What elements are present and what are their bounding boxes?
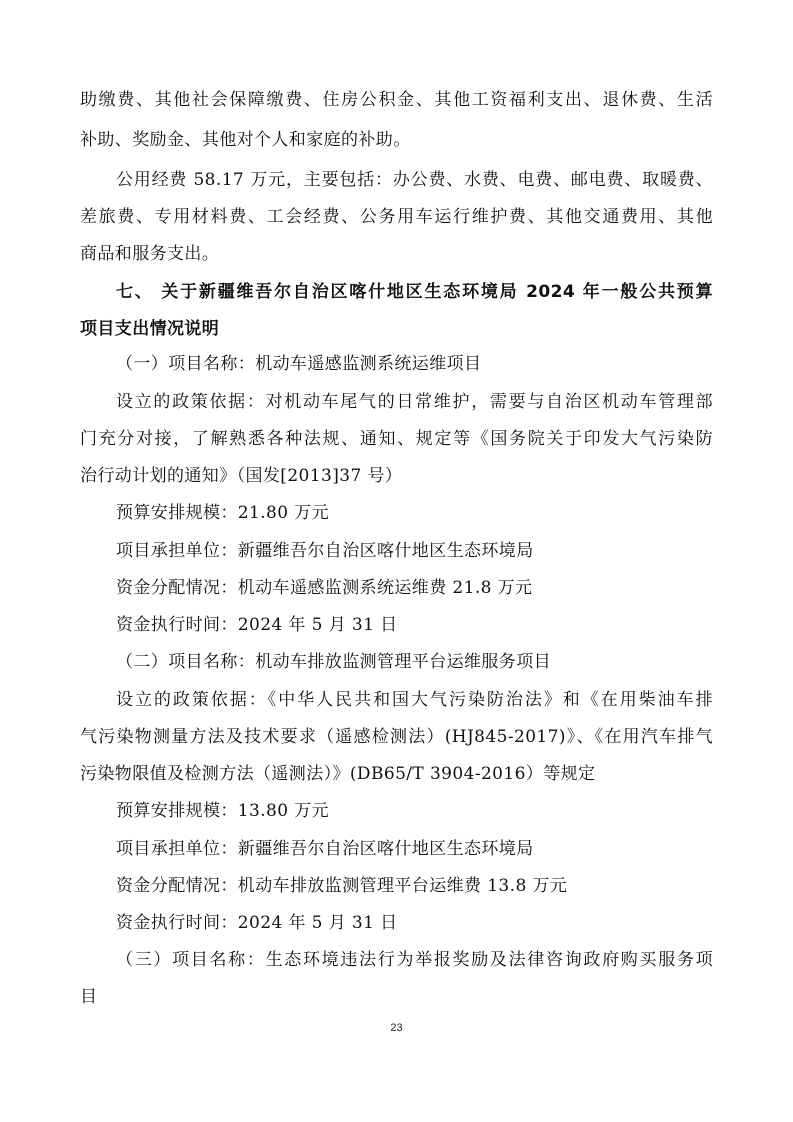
project-title: （三）项目名称：生态环境违法行为举报奖励及法律咨询政府购买服务项 xyxy=(116,950,713,970)
body-line: 资金执行时间：2024 年 5 月 31 日 xyxy=(116,615,398,635)
body-line: 气污染物测量方法及技术要求（遥感检测法）(HJ845-2017)》、《在用汽车排气 xyxy=(80,727,713,747)
body-line: 资金执行时间：2024 年 5 月 31 日 xyxy=(116,913,398,933)
body-line: 项目承担单位：新疆维吾尔自治区喀什地区生态环境局 xyxy=(116,839,534,859)
page-number: 23 xyxy=(390,1022,403,1034)
body-line: 设立的政策依据：《中华人民共和国大气污染防治法》和《在用柴油车排 xyxy=(116,690,713,710)
section-heading-cont: 项目支出情况说明 xyxy=(80,319,220,339)
body-line: 补助、奖励金、其他对个人和家庭的补助。 xyxy=(80,130,411,150)
body-line: 预算安排规模：13.80 万元 xyxy=(116,801,330,821)
body-line: 预算安排规模：21.80 万元 xyxy=(116,503,330,523)
body-line: 门充分对接，了解熟悉各种法规、通知、规定等《国务院关于印发大气污染防 xyxy=(80,429,713,449)
project-title: （一）项目名称：机动车遥感监测系统运维项目 xyxy=(116,354,482,374)
body-line: 差旅费、专用材料费、工会经费、公务用车运行维护费、其他交通费用、其他 xyxy=(80,207,713,227)
body-line: 公用经费 58.17 万元，主要包括：办公费、水费、电费、邮电费、取暖费、 xyxy=(116,170,713,190)
body-line: 项目承担单位：新疆维吾尔自治区喀什地区生态环境局 xyxy=(116,541,534,561)
body-line: 商品和服务支出。 xyxy=(80,244,220,264)
section-heading: 七、 关于新疆维吾尔自治区喀什地区生态环境局 2024 年一般公共预算 xyxy=(116,282,713,302)
project-title: （二）项目名称：机动车排放监测管理平台运维服务项目 xyxy=(116,652,551,672)
body-line: 资金分配情况：机动车排放监测管理平台运维费 13.8 万元 xyxy=(116,876,568,896)
body-line: 污染物限值及检测方法（遥测法）》(DB65/T 3904-2016）等规定 xyxy=(80,764,596,784)
body-line: 设立的政策依据：对机动车尾气的日常维护，需要与自治区机动车管理部 xyxy=(116,392,713,412)
body-line: 助缴费、其他社会保障缴费、住房公积金、其他工资福利支出、退休费、生活 xyxy=(80,90,713,110)
body-line: 资金分配情况：机动车遥感监测系统运维费 21.8 万元 xyxy=(116,578,533,598)
body-line: 目 xyxy=(80,987,98,1007)
body-line: 治行动计划的通知》（国发[2013]37 号） xyxy=(80,466,403,486)
